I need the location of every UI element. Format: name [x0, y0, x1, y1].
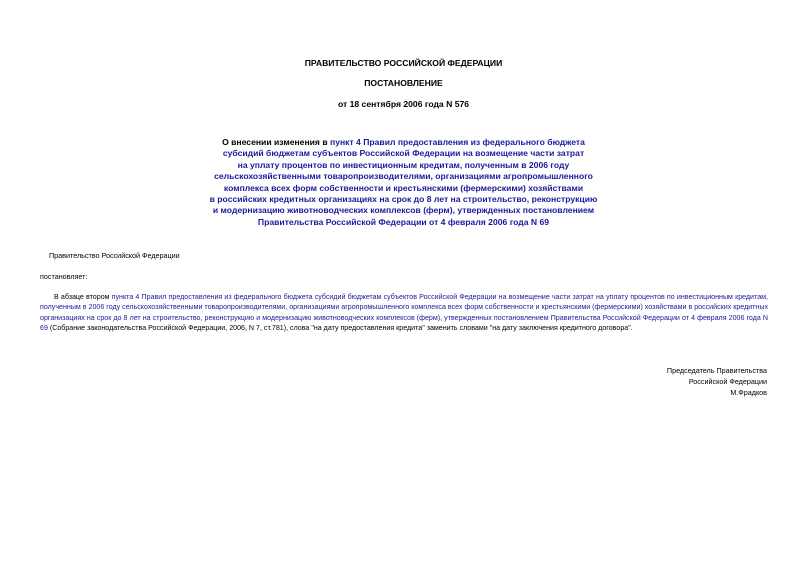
paragraph-suffix: (Собрание законодательства Российской Федерации, 2006, N 7, ст.781), слова "на дату предоставления кредита" заменить словами "на дату заключения кредитного договора".	[47, 323, 633, 332]
document-type: ПОСТАНОВЛЕНИЕ	[364, 78, 443, 88]
title-link-line-3[interactable]: на уплату процентов по инвестиционным кредитам, полученным в 2006 году	[237, 159, 570, 170]
title-link-rule-reference[interactable]: пункт 4 Правил предоставления из федерального бюджета	[330, 137, 585, 147]
paragraph-prefix: В абзаце втором	[54, 293, 112, 301]
title-link-line-8[interactable]: Правительства Российской Федерации от 4 февраля 2006 года N 69	[257, 216, 550, 227]
title-link-line-5[interactable]: комплекса всех форм собственности и крестьянскими (фермерскими) хозяйствами	[223, 182, 584, 193]
title-line-1	[0, 137, 807, 148]
government-heading: ПРАВИТЕЛЬСТВО РОССИЙСКОЙ ФЕДЕРАЦИИ	[304, 58, 503, 68]
document-date-number: от 18 сентября 2006 года N 576	[337, 99, 470, 109]
document-title	[0, 137, 807, 228]
title-link-line-2[interactable]: субсидий бюджетам субъектов Российской Федерации на возмещение части затрат	[222, 148, 585, 159]
title-prefix: О внесении изменения в	[222, 137, 330, 147]
signature-name: М.Фрадков	[730, 388, 767, 397]
paragraph-link-rule-reference[interactable]: пункта 4 Правил предоставления из федерального бюджета субсидий бюджетам субъектов Российской Федерации на возмещение части затрат на уплату процентов по инвестиционным кредитам, полученным в 2006 году сельскохозяйственными товаропроизводителями, организациями агропромышленного комплекса всех форм собственности и крестьянскими (фермерскими) хозяйствами в российских кредитных организациях на срок до 8 лет на строительство, реконструкцию и модернизацию животноводческих комплексов (ферм), утвержденных постановлением Правительства Российской Федерации от 4 февраля 2006 года N 69	[40, 293, 768, 332]
title-link-line-7[interactable]: и модернизацию животноводческих комплексов (ферм), утвержденных постановлением	[212, 205, 595, 216]
signature-position: Председатель Правительства	[666, 366, 767, 375]
signature-organization: Российской Федерации	[688, 377, 767, 386]
title-link-line-4[interactable]: сельскохозяйственными товаропроизводителями, организациями агропромышленного	[214, 171, 593, 182]
title-link-line-6[interactable]: в российских кредитных организациях на срок до 8 лет на строительство, реконструкцию	[209, 194, 598, 205]
issuing-body: Правительство Российской Федерации	[49, 251, 180, 260]
decrees-word: постановляет:	[40, 272, 88, 281]
body-paragraph	[40, 292, 768, 333]
